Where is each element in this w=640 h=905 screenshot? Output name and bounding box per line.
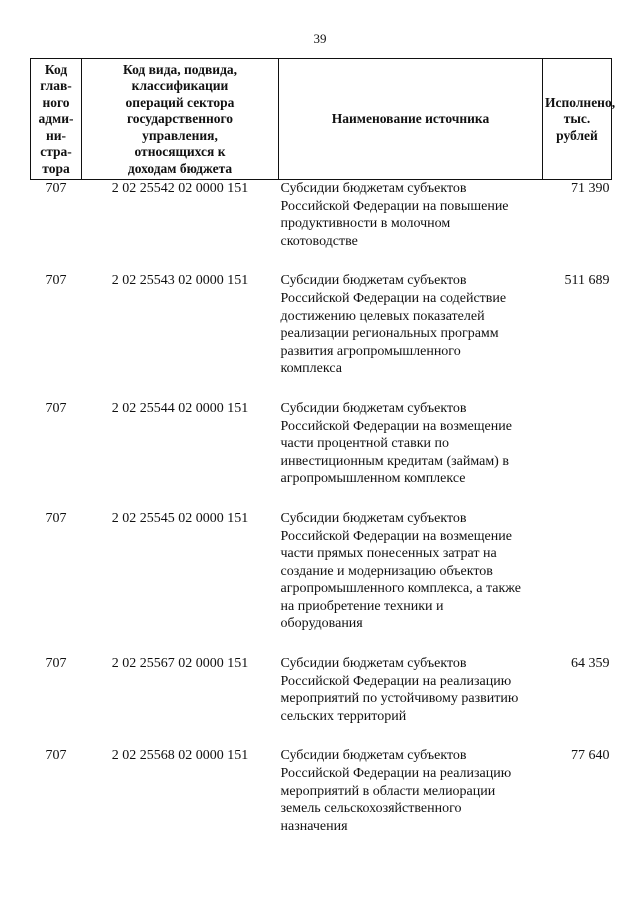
header-source-name: Наименование источника — [279, 59, 543, 180]
executed-amount-cell: 511 689 — [564, 273, 610, 289]
header-type-code: Код вида, подвида, классификации операций сектора государственного управления, относящихся к доходам бюджета — [82, 59, 279, 180]
classification-code-cell: 2 02 25543 02 0000 151 — [111, 273, 249, 289]
source-name-cell: Субсидии бюджетам субъектов Российской Федерации на содействие достижению целевых показателей реализации региональных программ развития агропромышленного комплекса — [280, 273, 507, 377]
classification-code-cell: 2 02 25545 02 0000 151 — [111, 510, 249, 526]
classification-code-cell: 2 02 25567 02 0000 151 — [111, 656, 249, 672]
executed-amount-cell — [543, 510, 612, 655]
admin-code-cell: 707 — [45, 656, 67, 672]
table-row — [31, 400, 612, 510]
source-name-cell: Субсидии бюджетам субъектов Российской Федерации на реализацию мероприятий по устойчивому развитию сельских территорий — [280, 656, 519, 724]
page-number: 39 — [313, 31, 327, 46]
executed-amount-cell: 64 359 — [571, 656, 610, 672]
classification-code-cell: 2 02 25544 02 0000 151 — [111, 400, 249, 416]
admin-code-cell: 707 — [45, 400, 67, 416]
executed-amount-cell: 71 390 — [571, 181, 610, 196]
table-row — [31, 180, 612, 273]
table-row — [31, 747, 612, 857]
source-name-cell: Субсидии бюджетам субъектов Российской Федерации на возмещение части процентной ставки по инвестиционным кредитам (займам) в агропромышленном комплексе — [280, 400, 512, 487]
source-name-cell: Субсидии бюджетам субъектов Российской Федерации на реализацию мероприятий в области мелиорации земель сельскохозяйственного назначения — [280, 748, 512, 834]
source-name-cell: Субсидии бюджетам субъектов Российской Федерации на возмещение части прямых понесенных затрат на создание и модернизацию объектов агропромышленного комплекса, а также на приобретение техники и оборудования — [280, 510, 521, 632]
table-header-row — [31, 59, 612, 180]
table-row — [31, 510, 612, 655]
admin-code-cell: 707 — [45, 748, 67, 764]
admin-code-cell: 707 — [45, 510, 67, 526]
table-body — [31, 180, 612, 858]
budget-sources-table — [30, 58, 616, 857]
source-name-cell: Субсидии бюджетам субъектов Российской Федерации на повышение продуктивности в молочном скотоводстве — [280, 181, 509, 249]
executed-amount-cell — [543, 400, 612, 510]
table-row — [31, 272, 612, 400]
executed-amount-cell: 77 640 — [571, 748, 610, 764]
header-executed: Исполнено, тыс. рублей — [543, 59, 612, 180]
admin-code-cell: 707 — [45, 181, 67, 196]
classification-code-cell: 2 02 25568 02 0000 151 — [111, 748, 249, 764]
header-admin-code: Код глав- ного адми- ни- стра- тора — [31, 59, 82, 180]
table-row — [31, 655, 612, 747]
admin-code-cell: 707 — [45, 273, 67, 289]
classification-code-cell: 2 02 25542 02 0000 151 — [111, 181, 249, 196]
